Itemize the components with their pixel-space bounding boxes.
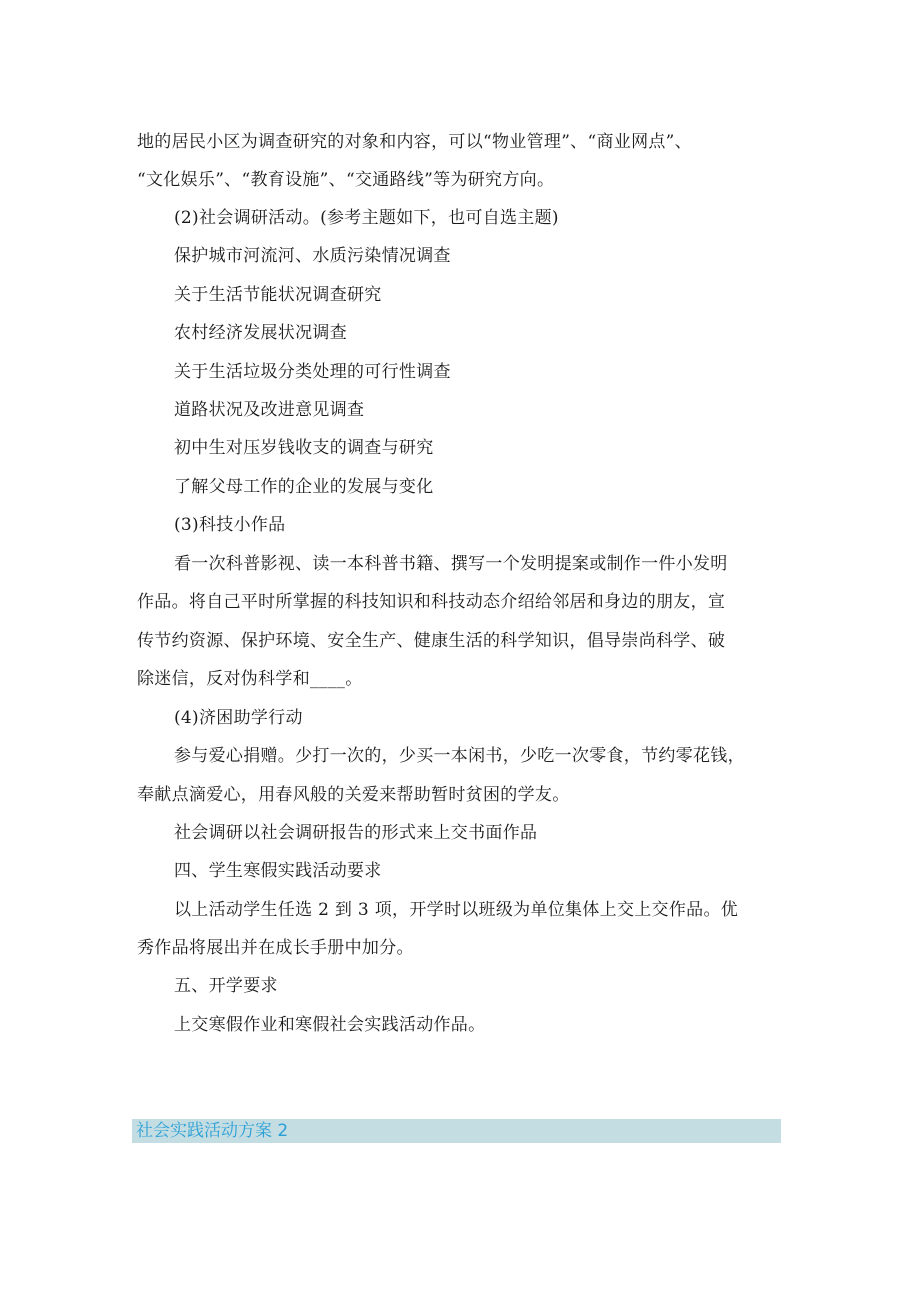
paragraph-line: 作品。将自己平时所掌握的科技知识和科技动态介绍给邻居和身边的朋友，宣 (137, 592, 726, 612)
topic-item: 农村经济发展状况调查 (174, 323, 347, 343)
paragraph-line: 上交寒假作业和寒假社会实践活动作品。 (174, 1015, 486, 1035)
section-title-bar (132, 1119, 781, 1143)
subsection-heading: (2)社会调研活动。(参考主题如下，也可自选主题) (174, 208, 559, 228)
section-heading: 四、学生寒假实践活动要求 (174, 861, 382, 881)
topic-item: 关于生活垃圾分类处理的可行性调查 (174, 362, 451, 382)
paragraph-line: 传节约资源、保护环境、安全生产、健康生活的科学知识，倡导崇尚科学、破 (137, 631, 726, 651)
paragraph-line: 参与爱心捐赠。少打一次的，少买一本闲书，少吃一次零食，节约零花钱， (174, 746, 745, 766)
paragraph-line: 以上活动学生任选 2 到 3 项，开学时以班级为单位集体上交上交作品。优 (174, 900, 739, 920)
paragraph-line: 秀作品将展出并在成长手册中加分。 (137, 938, 414, 958)
paragraph-line: 除迷信，反对伪科学和____。 (137, 669, 363, 689)
paragraph-line: 看一次科普影视、读一本科普书籍、撰写一个发明提案或制作一件小发明 (174, 554, 728, 574)
paragraph-line: 奉献点滴爱心，用春风般的关爱来帮助暂时贫困的学友。 (137, 785, 570, 805)
section-heading: 五、开学要求 (174, 976, 278, 996)
section-title: 社会实践活动方案 2 (136, 1121, 289, 1141)
topic-item: 关于生活节能状况调查研究 (174, 285, 382, 305)
topic-item: 了解父母工作的企业的发展与变化 (174, 477, 434, 497)
subsection-heading: (3)科技小作品 (174, 515, 286, 535)
paragraph-line: 地的居民小区为调查研究的对象和内容，可以“物业管理”、“商业网点”、 (137, 132, 692, 152)
paragraph-line: 社会调研以社会调研报告的形式来上交书面作品 (174, 823, 538, 843)
topic-item: 保护城市河流河、水质污染情况调查 (174, 246, 451, 266)
paragraph-line: “文化娱乐”、“教育设施”、“交通路线”等为研究方向。 (137, 170, 555, 190)
topic-item: 道路状况及改进意见调查 (174, 400, 365, 420)
topic-item: 初中生对压岁钱收支的调查与研究 (174, 438, 434, 458)
subsection-heading: (4)济困助学行动 (174, 708, 303, 728)
